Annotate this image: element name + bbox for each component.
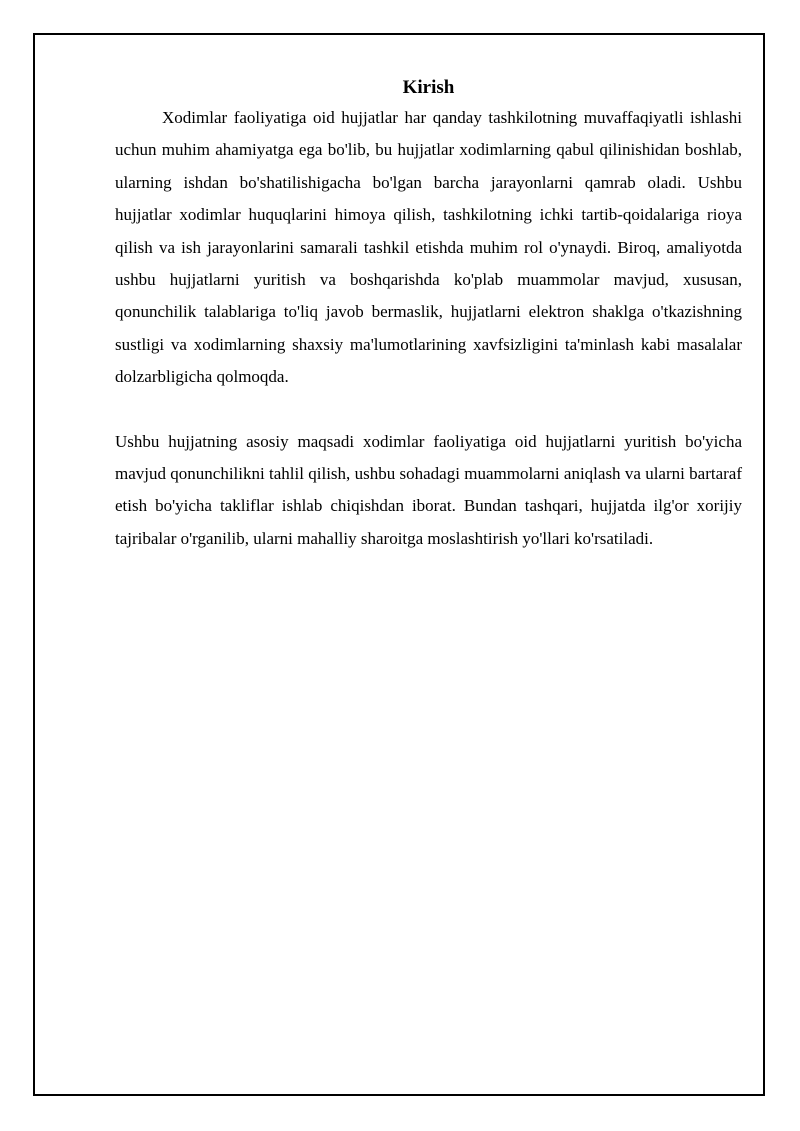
paragraph-purpose: Ushbu hujjatning asosiy maqsadi xodimlar faoliyatiga oid hujjatlarni yuritish bo'yicha mavjud qonunchilikni tahlil qilish, ushbu sohadagi muammolarni aniqlash va ularni bartaraf etish bo'yicha takliflar ishlab chiqishdan iborat. Bundan tashqari, hujjatda ilg'or xorijiy tajribalar o'rganilib, ularni mahalliy sharoitga moslashtirish yo'llari ko'rsatiladi. xyxy=(115,431,742,548)
paragraph-intro: Xodimlar faoliyatiga oid hujjatlar har qanday tashkilotning muvaffaqiyatli ishlashi uchun muhim ahamiyatga ega bo'lib, bu hujjatlar xodimlarning qabul qilinishidan boshlab, ularning ishdan bo'shatilishigacha bo'lgan barcha jarayonlarni qamrab oladi. Ushbu hujjatlar xodimlar huquqlarini himoya qilish, tashkilotning ichki tartib-qoidalariga rioya qilish va ish jarayonlarini samarali tashkil etishda muhim rol o'ynaydi. Biroq, amaliyotda ushbu hujjatlarni yuritish va boshqarishda ko'plab muammolar mavjud, xususan, qonunchilik talablariga to'liq javob bermaslik, hujjatlarni elektron shaklga o'tkazishning sustligi va xodimlarning shaxsiy ma'lumotlarining xavfsizligini ta'minlash kabi masalalar dolzarbligicha qolmoqda. xyxy=(115,108,742,387)
document-title: Kirish xyxy=(402,77,455,98)
document-body xyxy=(115,74,742,555)
